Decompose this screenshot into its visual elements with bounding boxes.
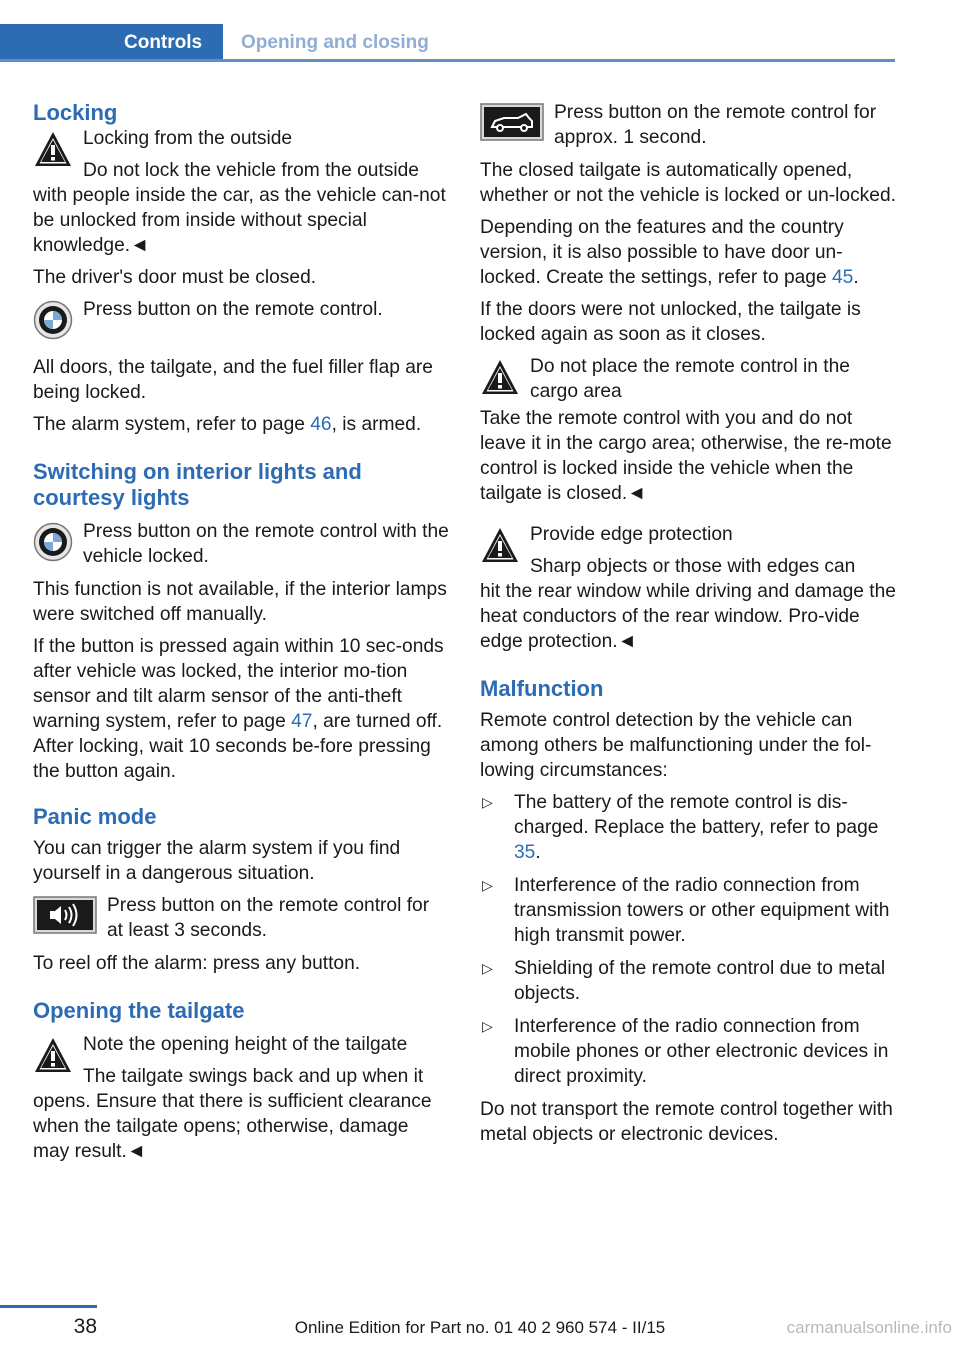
warning-triangle-icon xyxy=(480,525,520,565)
list-item xyxy=(480,1014,896,1089)
interior-button-instruction xyxy=(33,519,449,571)
text: Interference of the radio connection from mobile phones or other electronic devices in direct proximity. xyxy=(514,1016,889,1087)
text: , are turned off. After locking, wait 10 seconds be-fore pressing the button again. xyxy=(33,711,443,782)
warning-triangle-icon xyxy=(33,1035,73,1075)
warning-text: opens. Ensure that there is sufficient clearance when the tailgate opens; otherwise, damage may result.◄ xyxy=(33,1091,432,1162)
paragraph-reel-off: To reel off the alarm: press any button. xyxy=(33,953,361,974)
warning-triangle-icon xyxy=(33,129,73,169)
heading-locking: Locking xyxy=(33,100,118,125)
car-tailgate-icon xyxy=(480,103,544,141)
text: The alarm system, refer to page xyxy=(33,414,311,435)
text: . xyxy=(535,842,541,863)
lock-button-instruction xyxy=(33,297,449,349)
paragraph-malfunction: Remote control detection by the vehicle can among others be malfunctioning under the fol-lowing circumstances: xyxy=(480,710,872,781)
section-tab: Controls xyxy=(0,24,223,62)
malfunction-list xyxy=(480,790,896,1089)
right-column xyxy=(480,100,896,1154)
bullet-triangle-icon: ▷ xyxy=(482,877,493,893)
paragraph-panic: You can trigger the alarm system if you find yourself in a dangerous situation. xyxy=(33,838,401,884)
edition-label: Online Edition for Part no. 01 40 2 960 574 - II/15 xyxy=(294,1318,666,1337)
page-link[interactable]: 45 xyxy=(831,267,854,288)
page-link[interactable]: 46 xyxy=(310,414,332,435)
warning-text-line: The tailgate swings back and up when it xyxy=(83,1066,424,1087)
warning-title: Provide edge protection xyxy=(530,524,733,545)
warning-text: Take the remote control with you and do not leave it in the cargo area; otherwise, the re-mote control is locked inside the vehicle when the tailgate is closed.◄ xyxy=(480,408,892,504)
warning-edge-protection xyxy=(480,522,896,579)
subsection-tab: Opening and closing xyxy=(241,32,429,53)
instruction-text: Press button on the remote control with the vehicle locked. xyxy=(83,521,449,567)
paragraph-not-available: This function is not available, if the interior lamps were switched off manually. xyxy=(33,579,447,625)
warning-text-line: Sharp objects or those with edges can xyxy=(530,556,856,577)
warning-tailgate-height xyxy=(33,1032,449,1089)
bullet-triangle-icon: ▷ xyxy=(482,1018,493,1034)
warning-text: hit the rear window while driving and damage the heat conductors of the rear window. Pro-vide edge protection.◄ xyxy=(480,581,896,652)
warning-cargo-area xyxy=(480,354,896,406)
instruction-text: Press button on the remote control for at least 3 seconds. xyxy=(107,895,430,941)
heading-panic-mode: Panic mode xyxy=(33,804,157,829)
text: Depending on the features and the country version, it is also possible to have door un-locked. Create the settings, refer to page xyxy=(480,217,844,288)
footer-rule xyxy=(0,1305,97,1308)
left-column xyxy=(33,100,449,1171)
bullet-triangle-icon: ▷ xyxy=(482,794,493,810)
list-item xyxy=(480,790,896,865)
text: . xyxy=(853,267,859,288)
speaker-alarm-icon xyxy=(33,896,97,934)
warning-triangle-icon xyxy=(480,357,520,397)
warning-locking-outside xyxy=(33,126,449,183)
warning-title: Locking from the outside xyxy=(83,128,293,149)
paragraph-alarm-armed xyxy=(33,412,449,437)
paragraph-pressed-again xyxy=(33,634,449,784)
heading-interior-lights: Switching on interior lights and courtesy lights xyxy=(33,459,362,510)
instruction-text: Press button on the remote control for approx. 1 second. xyxy=(554,102,877,148)
text: Interference of the radio connection from transmission towers or other equipment with high transmit power. xyxy=(514,875,890,946)
paragraph-not-unlocked: If the doors were not unlocked, the tailgate is locked again as soon as it closes. xyxy=(480,299,861,345)
paragraph-all-doors: All doors, the tailgate, and the fuel filler flap are being locked. xyxy=(33,357,433,403)
list-item xyxy=(480,956,896,1006)
bullet-triangle-icon: ▷ xyxy=(482,960,493,976)
page-number: 38 xyxy=(73,1315,97,1338)
text: , is armed. xyxy=(331,414,422,435)
text: The battery of the remote control is dis-charged. Replace the battery, refer to page xyxy=(514,792,879,838)
paragraph-transport: Do not transport the remote control together with metal objects or electronic devices. xyxy=(480,1099,893,1145)
paragraph-depending xyxy=(480,215,896,290)
bmw-logo-button-icon xyxy=(33,522,73,562)
bmw-logo-button-icon xyxy=(33,300,73,340)
warning-text: with people inside the car, as the vehicle can-not be unlocked from inside without special knowledge.◄ xyxy=(33,185,446,256)
page-link[interactable]: 47 xyxy=(291,711,313,732)
page-header xyxy=(0,24,895,62)
instruction-text: Press button on the remote control. xyxy=(83,299,383,320)
list-item xyxy=(480,873,896,948)
text: Shielding of the remote control due to metal objects. xyxy=(514,958,886,1004)
heading-opening-tailgate: Opening the tailgate xyxy=(33,998,245,1023)
header-rule xyxy=(0,59,895,62)
warning-title: Do not place the remote control in the cargo area xyxy=(530,356,850,402)
warning-text-line: Do not lock the vehicle from the outside xyxy=(83,160,419,181)
text: If the button is pressed again within 10 sec-onds after vehicle was locked, the interior mo-tion sensor and tilt alarm sensor of the anti-theft warning system, refer to page xyxy=(33,636,444,732)
heading-malfunction: Malfunction xyxy=(480,676,604,701)
tailgate-button-instruction xyxy=(480,100,896,152)
watermark: carmanualsonline.info xyxy=(786,1318,952,1337)
paragraph-closed-tailgate: The closed tailgate is automatically opened, whether or not the vehicle is locked or un-locked. xyxy=(480,160,896,206)
page-link[interactable]: 35 xyxy=(514,842,536,863)
panic-button-instruction xyxy=(33,893,449,945)
paragraph-driver-door: The driver's door must be closed. xyxy=(33,267,317,288)
warning-title: Note the opening height of the tailgate xyxy=(83,1034,408,1055)
